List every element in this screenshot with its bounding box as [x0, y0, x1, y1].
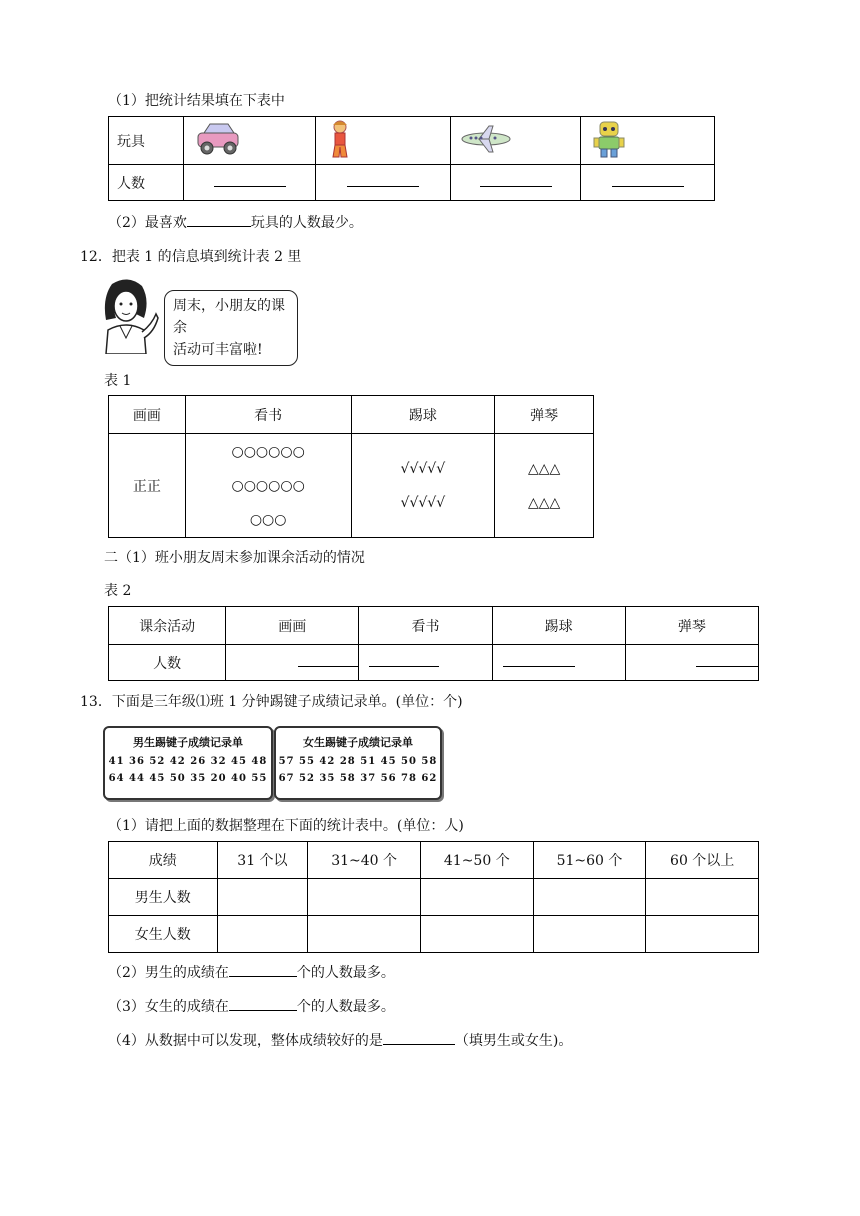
q11-toy-robot [581, 117, 715, 165]
q13-row-boys: 男生人数 [109, 879, 218, 916]
q13-part1: （1）请把上面的数据整理在下面的统计表中。(单位：人) [108, 818, 464, 834]
boys-record-card [103, 726, 273, 800]
q13-row-girls: 女生人数 [109, 916, 218, 953]
bubble-line2: 活动可丰富啦! [173, 342, 263, 358]
boys-data-row: 41 36 52 42 26 32 45 48 [108, 756, 268, 767]
q11-part2-blank[interactable] [187, 225, 251, 227]
table2-header: 看书 [359, 607, 492, 645]
table2-blank[interactable] [625, 645, 758, 681]
girls-card-title: 女生踢键子成绩记录单 [303, 736, 413, 749]
speech-bubble [164, 290, 298, 366]
table2-header: 踢球 [492, 607, 625, 645]
table1-draw: 正正 [109, 434, 186, 538]
table1-read [185, 434, 351, 538]
read-row: ○○○○○○ [231, 477, 305, 494]
table2-header: 画画 [226, 607, 359, 645]
q13-part3-pre: （3）女生的成绩在 [108, 999, 229, 1015]
q11-part2-post: 玩具的人数最少。 [250, 215, 363, 231]
teacher-icon [98, 278, 160, 354]
q13-cell[interactable] [646, 916, 759, 953]
q13-header: 31 个以 [217, 842, 308, 879]
q13-title: 13．下面是三年级⑴班 1 分钟踢键子成绩记录单。(单位：个) [80, 694, 463, 710]
q11-row-count: 人数 [109, 165, 184, 201]
table2-header: 弹琴 [625, 607, 758, 645]
piano-row: △△△ [527, 460, 561, 477]
read-row: ○○○○○○ [231, 443, 305, 460]
q13-part3-blank[interactable] [229, 1009, 297, 1011]
q13-cell[interactable] [308, 916, 421, 953]
q13-part2-pre: （2）男生的成绩在 [108, 965, 229, 981]
q13-part2 [108, 962, 395, 982]
table2 [108, 606, 759, 681]
girls-data-row: 67 52 35 58 37 56 78 62 [278, 773, 438, 784]
q11-part2-pre: （2）最喜欢 [108, 215, 187, 231]
q13-cell[interactable] [308, 879, 421, 916]
q11-count-blank[interactable] [581, 165, 715, 201]
q11-count-blank[interactable] [184, 165, 316, 201]
robot-icon [593, 120, 625, 158]
q11-toy-plane [451, 117, 581, 165]
q11-table [108, 116, 715, 201]
doll-icon [330, 119, 350, 159]
q13-part3 [108, 996, 395, 1016]
q13-header: 31~40 个 [308, 842, 421, 879]
table1-header: 踢球 [351, 396, 495, 434]
table2-header: 课余活动 [109, 607, 226, 645]
q13-cell[interactable] [533, 916, 646, 953]
q13-cell[interactable] [217, 916, 308, 953]
q11-part1: （1）把统计结果填在下表中 [108, 93, 285, 109]
table1-header: 弹琴 [495, 396, 594, 434]
table1-label: 表 1 [104, 373, 132, 389]
q13-part2-blank[interactable] [229, 975, 297, 977]
q13-header: 41~50 个 [420, 842, 533, 879]
q11-row-toy: 玩具 [109, 117, 184, 165]
q12-title: 12．把表 1 的信息填到统计表 2 里 [80, 249, 302, 265]
table2-caption: 二（1）班小朋友周末参加课余活动的情况 [104, 550, 365, 566]
table2-blank[interactable] [226, 645, 359, 681]
boys-data-row: 64 44 45 50 35 20 40 55 [108, 773, 268, 784]
table1-ball [351, 434, 495, 538]
q11-part2 [108, 212, 363, 232]
q13-part4-pre: （4）从数据中可以发现，整体成绩较好的是 [108, 1033, 383, 1049]
ball-row: √√√√√ [400, 460, 446, 477]
q13-part4-blank[interactable] [383, 1043, 455, 1045]
bubble-line1: 周末，小朋友的课余 [173, 298, 285, 336]
q13-header: 60 个以上 [646, 842, 759, 879]
q11-count-blank[interactable] [316, 165, 451, 201]
car-icon [194, 121, 244, 157]
q13-part2-post: 个的人数最多。 [296, 965, 395, 981]
q11-count-blank[interactable] [451, 165, 581, 201]
ball-row: √√√√√ [400, 494, 446, 511]
q13-part4-post: （填男生或女生)。 [454, 1033, 573, 1049]
girls-data-row: 57 55 42 28 51 45 50 58 [278, 756, 438, 767]
table1-header: 画画 [109, 396, 186, 434]
q13-part3-post: 个的人数最多。 [296, 999, 395, 1015]
boys-card-title: 男生踢键子成绩记录单 [133, 736, 243, 749]
q13-cell[interactable] [646, 879, 759, 916]
plane-icon [459, 124, 513, 154]
q13-cell[interactable] [533, 879, 646, 916]
table1 [108, 395, 594, 538]
q13-cell[interactable] [420, 879, 533, 916]
q13-header: 51~60 个 [533, 842, 646, 879]
table2-label: 表 2 [104, 583, 132, 599]
girls-record-card [274, 726, 442, 800]
q13-part4 [108, 1030, 572, 1050]
read-row: ○○○ [249, 511, 287, 528]
q11-toy-car [184, 117, 316, 165]
table2-blank[interactable] [359, 645, 492, 681]
table1-header: 看书 [185, 396, 351, 434]
table1-piano [495, 434, 594, 538]
table2-row-label: 人数 [109, 645, 226, 681]
q13-cell[interactable] [420, 916, 533, 953]
q11-toy-doll [316, 117, 451, 165]
q13-header: 成绩 [109, 842, 218, 879]
q13-cell[interactable] [217, 879, 308, 916]
table2-blank[interactable] [492, 645, 625, 681]
piano-row: △△△ [527, 494, 561, 511]
q13-table [108, 841, 759, 953]
